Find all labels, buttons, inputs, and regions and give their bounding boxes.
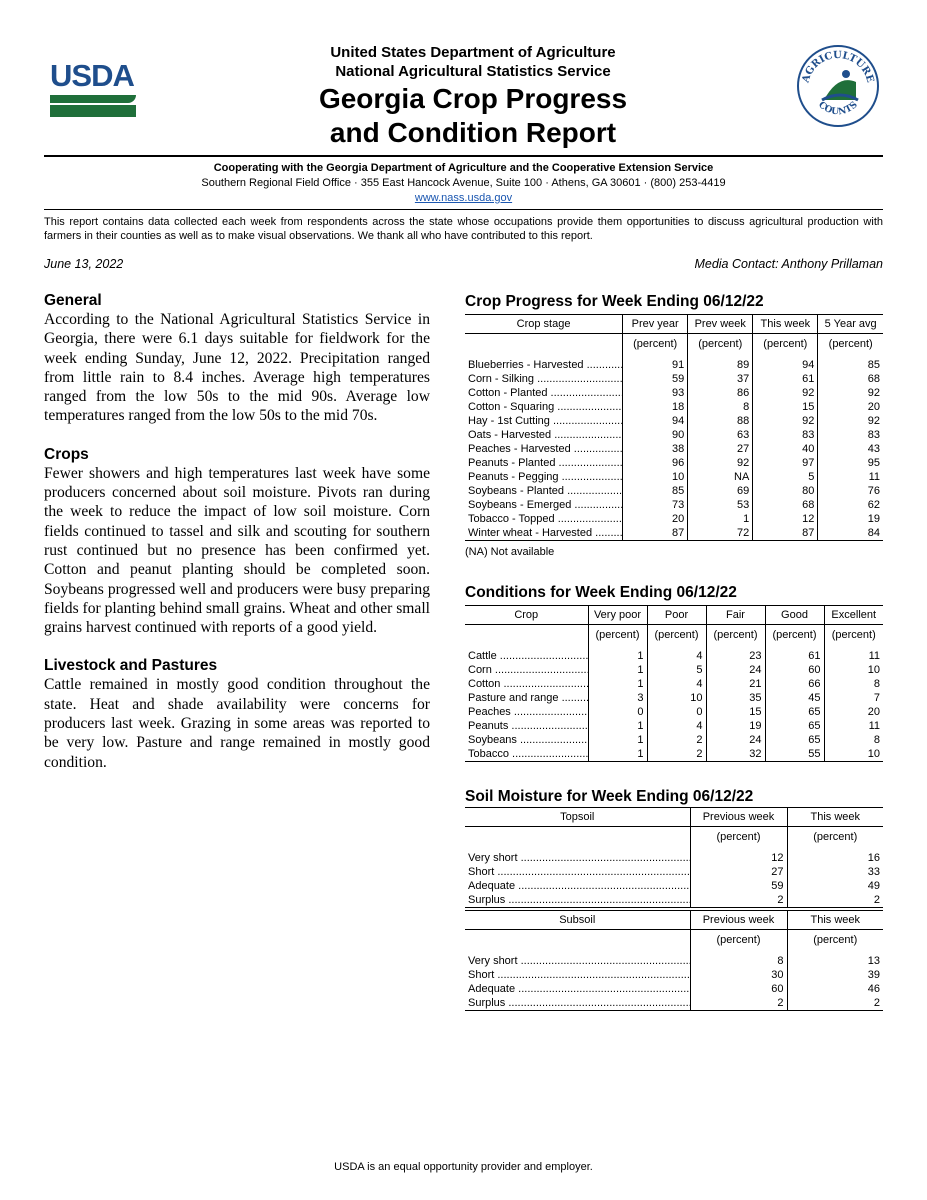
conditions-row bbox=[465, 649, 883, 663]
conditions-row bbox=[465, 677, 883, 691]
cell-value: 61 bbox=[753, 372, 818, 386]
column-header: Crop stage bbox=[465, 315, 623, 334]
unit-label: (percent) bbox=[688, 334, 753, 359]
cell-value: 11 bbox=[824, 649, 883, 663]
conditions-title: Conditions for Week Ending 06/12/22 bbox=[465, 584, 737, 601]
cell-value: 1 bbox=[688, 512, 753, 526]
progress-row bbox=[465, 484, 883, 498]
na-note: (NA) Not available bbox=[465, 546, 555, 558]
progress-row bbox=[465, 498, 883, 512]
cell-value: 63 bbox=[688, 428, 753, 442]
cell-value: 49 bbox=[787, 879, 883, 893]
general-heading: General bbox=[44, 292, 102, 309]
progress-row bbox=[465, 456, 883, 470]
progress-table bbox=[465, 314, 883, 541]
topsoil-row bbox=[465, 879, 883, 893]
progress-title: Crop Progress for Week Ending 06/12/22 bbox=[465, 293, 764, 310]
subsoil-row bbox=[465, 954, 883, 968]
cell-value: 4 bbox=[647, 719, 706, 733]
cell-value: 94 bbox=[623, 414, 688, 428]
cell-value: 16 bbox=[787, 851, 883, 865]
conditions-row bbox=[465, 733, 883, 747]
row-label: Cotton - Squaring ..... bbox=[465, 400, 623, 414]
cell-value: 60 bbox=[765, 663, 824, 677]
column-header: Topsoil bbox=[465, 808, 690, 827]
service-name: National Agricultural Statistics Service bbox=[335, 63, 611, 80]
unit-label: (percent) bbox=[588, 625, 647, 650]
cell-value: 2 bbox=[787, 893, 883, 908]
cell-value: 59 bbox=[690, 879, 787, 893]
cell-value: 87 bbox=[623, 526, 688, 541]
cell-value: 92 bbox=[753, 386, 818, 400]
cell-value: 8 bbox=[690, 954, 787, 968]
column-header: Good bbox=[765, 606, 824, 625]
cell-value: 8 bbox=[688, 400, 753, 414]
row-label: Cotton ..... bbox=[465, 677, 588, 691]
conditions-row bbox=[465, 705, 883, 719]
cell-value: 87 bbox=[753, 526, 818, 541]
cell-value: 23 bbox=[706, 649, 765, 663]
column-header: Previous week bbox=[690, 911, 787, 930]
topsoil-row bbox=[465, 851, 883, 865]
soil-title: Soil Moisture for Week Ending 06/12/22 bbox=[465, 788, 754, 805]
agency-name: United States Department of Agriculture bbox=[330, 44, 616, 61]
progress-row bbox=[465, 400, 883, 414]
row-label: Short ..... bbox=[465, 865, 690, 879]
row-label: Tobacco ..... bbox=[465, 747, 588, 762]
topsoil-row bbox=[465, 865, 883, 879]
cell-value: 35 bbox=[706, 691, 765, 705]
unit-label: (percent) bbox=[690, 930, 787, 955]
narrative-column bbox=[44, 291, 430, 791]
row-label: Winter wheat - Harvested ..... bbox=[465, 526, 623, 541]
column-header: Prev year bbox=[623, 315, 688, 334]
report-title-line2: and Condition Report bbox=[329, 117, 617, 148]
conditions-row bbox=[465, 747, 883, 762]
topsoil-table bbox=[465, 807, 883, 908]
cell-value: 7 bbox=[824, 691, 883, 705]
footer-text: USDA is an equal opportunity provider and employer. bbox=[334, 1161, 593, 1173]
unit-label bbox=[465, 930, 690, 955]
cell-value: 1 bbox=[588, 747, 647, 762]
row-label: Very short ..... bbox=[465, 954, 690, 968]
cell-value: 39 bbox=[787, 968, 883, 982]
column-header: 5 Year avg bbox=[818, 315, 883, 334]
column-header: Poor bbox=[647, 606, 706, 625]
cell-value: 10 bbox=[824, 663, 883, 677]
subsoil-row bbox=[465, 968, 883, 982]
subsoil-table bbox=[465, 910, 883, 1011]
row-label: Soybeans - Planted ..... bbox=[465, 484, 623, 498]
cell-value: 15 bbox=[753, 400, 818, 414]
cell-value: 92 bbox=[818, 386, 883, 400]
progress-row bbox=[465, 428, 883, 442]
unit-label bbox=[465, 334, 623, 359]
cell-value: 89 bbox=[688, 358, 753, 372]
cell-value: 20 bbox=[818, 400, 883, 414]
progress-row bbox=[465, 512, 883, 526]
row-label: Corn - Silking ..... bbox=[465, 372, 623, 386]
row-label: Oats - Harvested ..... bbox=[465, 428, 623, 442]
coop-line1: Cooperating with the Georgia Department of Agriculture and the Cooperative Extension Service bbox=[213, 162, 714, 174]
column-header: Fair bbox=[706, 606, 765, 625]
row-label: Corn ..... bbox=[465, 663, 588, 677]
cell-value: 92 bbox=[688, 456, 753, 470]
unit-label: (percent) bbox=[647, 625, 706, 650]
cell-value: 11 bbox=[818, 470, 883, 484]
column-header: This week bbox=[787, 911, 883, 930]
cell-value: 1 bbox=[588, 663, 647, 677]
unit-label bbox=[465, 625, 588, 650]
cell-value: 15 bbox=[706, 705, 765, 719]
row-label: Soybeans - Emerged ..... bbox=[465, 498, 623, 512]
cell-value: 5 bbox=[647, 663, 706, 677]
cell-value: 12 bbox=[753, 512, 818, 526]
cell-value: 93 bbox=[623, 386, 688, 400]
unit-label: (percent) bbox=[623, 334, 688, 359]
cell-value: 59 bbox=[623, 372, 688, 386]
cell-value: 2 bbox=[787, 996, 883, 1011]
unit-label bbox=[465, 827, 690, 852]
crops-text: Fewer showers and high temperatures last week have some producers concerned about soil moisture. Pivots ran during the week to reduce the impact of low soil moisture. Corn fields continued to tassel and silk and scouting for southern rust continued but no presence has been confirmed yet. Cotton and peanut planting should be completed soon. Soybeans progressed well and producers were busy preparing fields for planting behind small grains. Wheat and other small grains harvest continued with reports of a good yield. bbox=[44, 464, 430, 637]
cell-value: 10 bbox=[623, 470, 688, 484]
cell-value: 19 bbox=[818, 512, 883, 526]
cell-value: 2 bbox=[690, 893, 787, 908]
cell-value: 20 bbox=[623, 512, 688, 526]
row-label: Adequate ..... bbox=[465, 982, 690, 996]
crops-heading: Crops bbox=[44, 445, 89, 463]
cell-value: 92 bbox=[818, 414, 883, 428]
cell-value: 33 bbox=[787, 865, 883, 879]
cell-value: 2 bbox=[690, 996, 787, 1011]
row-label: Peaches - Harvested ..... bbox=[465, 442, 623, 456]
usda-logo bbox=[50, 60, 136, 122]
unit-label: (percent) bbox=[824, 625, 883, 650]
cell-value: 85 bbox=[818, 358, 883, 372]
cell-value: 13 bbox=[787, 954, 883, 968]
cell-value: 73 bbox=[623, 498, 688, 512]
column-header: This week bbox=[787, 808, 883, 827]
cell-value: 65 bbox=[765, 733, 824, 747]
cell-value: 20 bbox=[824, 705, 883, 719]
conditions-row bbox=[465, 663, 883, 677]
cell-value: 2 bbox=[647, 747, 706, 762]
progress-row bbox=[465, 442, 883, 456]
progress-row bbox=[465, 386, 883, 400]
row-label: Soybeans ..... bbox=[465, 733, 588, 747]
cell-value: 65 bbox=[765, 719, 824, 733]
cell-value: 96 bbox=[623, 456, 688, 470]
row-label: Blueberries - Harvested ..... bbox=[465, 358, 623, 372]
cell-value: 21 bbox=[706, 677, 765, 691]
cell-value: 19 bbox=[706, 719, 765, 733]
column-header: Prev week bbox=[688, 315, 753, 334]
cell-value: 2 bbox=[647, 733, 706, 747]
report-date: June 13, 2022 bbox=[44, 257, 124, 271]
cell-value: 1 bbox=[588, 677, 647, 691]
cell-value: 86 bbox=[688, 386, 753, 400]
cell-value: 84 bbox=[818, 526, 883, 541]
cell-value: 68 bbox=[818, 372, 883, 386]
cell-value: 10 bbox=[824, 747, 883, 762]
cell-value: 40 bbox=[753, 442, 818, 456]
unit-label: (percent) bbox=[787, 827, 883, 852]
unit-label: (percent) bbox=[765, 625, 824, 650]
cell-value: 83 bbox=[818, 428, 883, 442]
topsoil-row bbox=[465, 893, 883, 908]
cell-value: 10 bbox=[647, 691, 706, 705]
conditions-row bbox=[465, 691, 883, 705]
unit-label: (percent) bbox=[787, 930, 883, 955]
row-label: Hay - 1st Cutting ..... bbox=[465, 414, 623, 428]
cell-value: 66 bbox=[765, 677, 824, 691]
cell-value: 12 bbox=[690, 851, 787, 865]
unit-label: (percent) bbox=[818, 334, 883, 359]
cell-value: 85 bbox=[623, 484, 688, 498]
column-header: This week bbox=[753, 315, 818, 334]
progress-row bbox=[465, 470, 883, 484]
row-label: Peaches ..... bbox=[465, 705, 588, 719]
svg-text:COUNTS: COUNTS bbox=[816, 100, 860, 118]
unit-label: (percent) bbox=[753, 334, 818, 359]
cell-value: 0 bbox=[647, 705, 706, 719]
cell-value: 72 bbox=[688, 526, 753, 541]
cell-value: 53 bbox=[688, 498, 753, 512]
progress-row bbox=[465, 372, 883, 386]
livestock-heading: Livestock and Pastures bbox=[44, 657, 218, 675]
cell-value: 83 bbox=[753, 428, 818, 442]
cell-value: 18 bbox=[623, 400, 688, 414]
cell-value: 65 bbox=[765, 705, 824, 719]
subsoil-row bbox=[465, 996, 883, 1011]
cell-value: 62 bbox=[818, 498, 883, 512]
seal-icon bbox=[796, 44, 880, 128]
row-label: Peanuts ..... bbox=[465, 719, 588, 733]
cell-value: 24 bbox=[706, 663, 765, 677]
row-label: Peanuts - Planted ..... bbox=[465, 456, 623, 470]
cell-value: 95 bbox=[818, 456, 883, 470]
agriculture-counts-seal bbox=[796, 44, 880, 128]
cell-value: 30 bbox=[690, 968, 787, 982]
svg-text:AGRICULTURE: AGRICULTURE bbox=[800, 49, 876, 84]
media-contact: Media Contact: Anthony Prillaman bbox=[694, 257, 883, 271]
cell-value: 38 bbox=[623, 442, 688, 456]
cell-value: 46 bbox=[787, 982, 883, 996]
header-rule bbox=[44, 155, 883, 157]
cell-value: 43 bbox=[818, 442, 883, 456]
intro-text: This report contains data collected each week from respondents across the state whose occupations provide them opportunities to discuss agricultural production with farmers in their counties as well as to make visual observations. We thank all who have contributed to this report. bbox=[44, 216, 883, 242]
row-label: Surplus ..... bbox=[465, 996, 690, 1011]
row-label: Very short ..... bbox=[465, 851, 690, 865]
cell-value: 11 bbox=[824, 719, 883, 733]
cell-value: 1 bbox=[588, 649, 647, 663]
unit-label: (percent) bbox=[690, 827, 787, 852]
row-label: Cotton - Planted ..... bbox=[465, 386, 623, 400]
cell-value: 68 bbox=[753, 498, 818, 512]
cell-value: 27 bbox=[688, 442, 753, 456]
cell-value: 8 bbox=[824, 733, 883, 747]
cell-value: 4 bbox=[647, 649, 706, 663]
column-header: Subsoil bbox=[465, 911, 690, 930]
row-label: Short ..... bbox=[465, 968, 690, 982]
cell-value: 97 bbox=[753, 456, 818, 470]
column-header: Very poor bbox=[588, 606, 647, 625]
progress-row bbox=[465, 414, 883, 428]
column-header: Excellent bbox=[824, 606, 883, 625]
column-header: Previous week bbox=[690, 808, 787, 827]
intro-rule bbox=[44, 209, 883, 210]
row-label: Tobacco - Topped ..... bbox=[465, 512, 623, 526]
cell-value: 61 bbox=[765, 649, 824, 663]
row-label: Cattle ..... bbox=[465, 649, 588, 663]
cell-value: 92 bbox=[753, 414, 818, 428]
usda-logo-text: USDA bbox=[50, 58, 134, 93]
progress-row bbox=[465, 358, 883, 372]
cell-value: 8 bbox=[824, 677, 883, 691]
cell-value: 37 bbox=[688, 372, 753, 386]
cell-value: 1 bbox=[588, 719, 647, 733]
cell-value: 0 bbox=[588, 705, 647, 719]
cell-value: 76 bbox=[818, 484, 883, 498]
row-label: Adequate ..... bbox=[465, 879, 690, 893]
general-text: According to the National Agricultural Statistics Service in Georgia, there were 6.1 days suitable for fieldwork for the week ending Sunday, June 12, 2022. Precipitation ranged from little rain to 8.4 inches. Average high temperatures ranged from the low 50s to the mid 90s. Average low temperatures ranged from the low 50s to the mid 70s. bbox=[44, 311, 430, 425]
column-header: Crop bbox=[465, 606, 588, 625]
cell-value: 90 bbox=[623, 428, 688, 442]
row-label: Peanuts - Pegging ..... bbox=[465, 470, 623, 484]
cell-value: 27 bbox=[690, 865, 787, 879]
subsoil-row bbox=[465, 982, 883, 996]
cell-value: 55 bbox=[765, 747, 824, 762]
cell-value: 4 bbox=[647, 677, 706, 691]
coop-line2: Southern Regional Field Office · 355 East Hancock Avenue, Suite 100 · Athens, GA 30601 · (800) 253-4419 bbox=[201, 177, 726, 189]
nass-link[interactable]: www.nass.usda.gov bbox=[414, 192, 513, 204]
report-title-line1: Georgia Crop Progress bbox=[318, 83, 628, 114]
cell-value: 32 bbox=[706, 747, 765, 762]
cell-value: 94 bbox=[753, 358, 818, 372]
cell-value: 91 bbox=[623, 358, 688, 372]
livestock-text: Cattle remained in mostly good condition throughout the state. Heat and shade availability were concerns for producers last week. Grazing in some areas was reported to be very low. Pasture and range remained in mostly good condition. bbox=[44, 676, 430, 771]
row-label: Surplus ..... bbox=[465, 893, 690, 908]
progress-row bbox=[465, 526, 883, 541]
cell-value: NA bbox=[688, 470, 753, 484]
row-label: Pasture and range ..... bbox=[465, 691, 588, 705]
cell-value: 80 bbox=[753, 484, 818, 498]
cell-value: 24 bbox=[706, 733, 765, 747]
cell-value: 88 bbox=[688, 414, 753, 428]
cell-value: 5 bbox=[753, 470, 818, 484]
conditions-row bbox=[465, 719, 883, 733]
cell-value: 3 bbox=[588, 691, 647, 705]
conditions-table bbox=[465, 605, 883, 762]
cell-value: 1 bbox=[588, 733, 647, 747]
cell-value: 69 bbox=[688, 484, 753, 498]
cell-value: 60 bbox=[690, 982, 787, 996]
cell-value: 45 bbox=[765, 691, 824, 705]
unit-label: (percent) bbox=[706, 625, 765, 650]
